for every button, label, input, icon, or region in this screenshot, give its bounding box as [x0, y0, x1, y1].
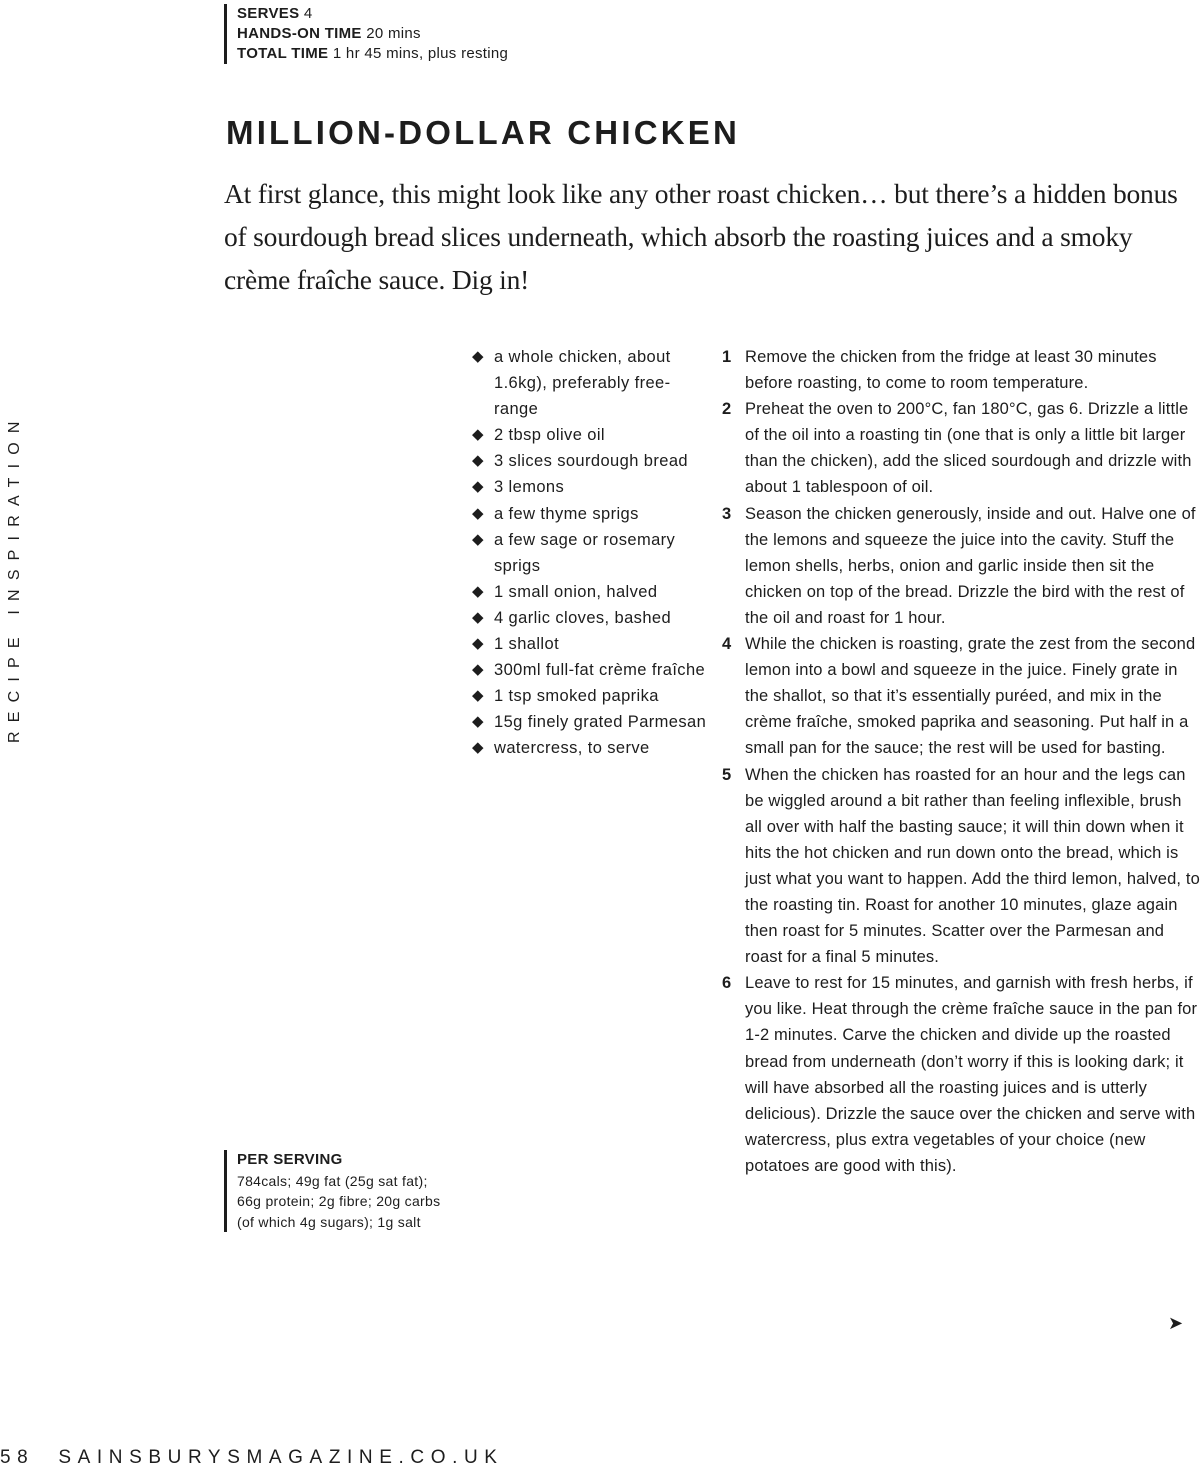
nutrition-line: 784cals; 49g fat (25g sat fat); — [237, 1172, 428, 1189]
diamond-bullet-icon: ◆ — [472, 582, 484, 600]
ingredient-item — [472, 631, 712, 657]
ingredient-text: 2 tbsp olive oil — [494, 426, 605, 445]
ingredient-item — [472, 579, 712, 605]
section-side-label: RECIPE INSPIRATION — [6, 412, 23, 744]
step-number: 1 — [722, 348, 732, 366]
ingredient-item — [472, 527, 712, 579]
ingredients-list — [472, 344, 712, 762]
ingredient-item — [472, 657, 712, 683]
diamond-bullet-icon: ◆ — [472, 478, 484, 496]
ingredient-text: watercress, to serve — [494, 739, 650, 758]
method-steps — [722, 344, 1200, 1179]
method-step — [722, 631, 1200, 761]
ingredient-text: 15g finely grated Parmesan — [494, 713, 707, 732]
method-step — [722, 396, 1200, 500]
diamond-bullet-icon: ◆ — [472, 608, 484, 626]
nutrition-panel — [224, 1150, 440, 1232]
total-time-row — [237, 44, 508, 64]
ingredient-text: 3 lemons — [494, 478, 565, 497]
ingredient-item — [472, 448, 712, 474]
diamond-bullet-icon: ◆ — [472, 713, 484, 731]
diamond-bullet-icon: ◆ — [472, 452, 484, 470]
diamond-bullet-icon: ◆ — [472, 504, 484, 522]
step-text: Season the chicken generously, inside and out. Halve one of the lemons and squeeze the juice into the cavity. Stuff the lemon shells, herbs, onion and garlic inside then sit the chicken on top of the bread. Drizzle the bird with the rest of the oil and roast for 1 hour. — [745, 504, 1196, 627]
diamond-bullet-icon: ◆ — [472, 426, 484, 444]
diamond-bullet-icon: ◆ — [472, 635, 484, 653]
ingredient-item — [472, 344, 712, 422]
page-footer — [0, 1447, 600, 1469]
total-time-label: TOTAL TIME — [237, 45, 329, 62]
continue-arrow-icon: ➤ — [1168, 1313, 1184, 1333]
step-number: 3 — [722, 504, 732, 523]
ingredient-item — [472, 501, 712, 527]
nutrition-line: (of which 4g sugars); 1g salt — [237, 1213, 421, 1230]
step-number: 4 — [722, 635, 732, 654]
diamond-bullet-icon: ◆ — [472, 739, 484, 757]
ingredient-text: 3 slices sourdough bread — [494, 452, 688, 471]
handson-value: 20 mins — [366, 25, 421, 42]
total-time-value: 1 hr 45 mins, plus resting — [332, 45, 509, 62]
page-number: 58 — [0, 1447, 35, 1468]
step-number: 6 — [722, 974, 732, 993]
step-text: Preheat the oven to 200°C, fan 180°C, gas 6. Drizzle a little of the oil into a roasting tin (one that is only a little bit larger than the chicken), add the sliced sourdough and drizzle with about 1 tablespoon of oil. — [745, 400, 1192, 497]
handson-label: HANDS-ON TIME — [237, 25, 362, 42]
ingredient-text: 1 small onion, halved — [494, 582, 658, 601]
diamond-bullet-icon: ◆ — [472, 530, 484, 548]
ingredient-item — [472, 683, 712, 709]
recipe-meta — [224, 4, 508, 64]
ingredient-text: 4 garlic cloves, bashed — [494, 608, 672, 627]
serves-row — [237, 4, 508, 24]
ingredient-item — [472, 605, 712, 631]
handson-row — [237, 24, 508, 44]
ingredient-item — [472, 709, 712, 735]
diamond-bullet-icon: ◆ — [472, 661, 484, 679]
method-step — [722, 344, 1200, 396]
diamond-bullet-icon: ◆ — [472, 687, 484, 705]
step-text: Remove the chicken from the fridge at least 30 minutes before roasting, to come to room temperature. — [745, 348, 1157, 393]
ingredient-item — [472, 735, 712, 761]
nutrition-heading: PER SERVING — [237, 1151, 343, 1168]
step-number: 2 — [722, 400, 732, 419]
method-step — [722, 762, 1200, 971]
recipe-intro: At first glance, this might look like any other roast chicken… but there’s a hidden bonus of sourdough bread slices underneath, which absorb the roasting juices and a smoky crème fraîche sauce. Dig in! — [224, 178, 1178, 295]
method-step — [722, 501, 1200, 631]
step-number: 5 — [722, 765, 732, 784]
diamond-bullet-icon: ◆ — [472, 348, 484, 365]
step-text: Leave to rest for 15 minutes, and garnish with fresh herbs, if you like. Heat through the crème fraîche sauce in the pan for 1-2 minutes. Carve the chicken and divide up the roasted bread from underneath (don’t worry if this is looking dark; it will have absorbed all the roasting juices and is utterly delicious). Drizzle the sauce over the chicken and serve with watercress, plus extra vegetables of your choice (new potatoes are good with this). — [745, 974, 1198, 1175]
nutrition-line: 66g protein; 2g fibre; 20g carbs — [237, 1193, 441, 1209]
ingredient-item — [472, 422, 712, 448]
ingredient-text: 300ml full-fat crème fraîche — [494, 661, 706, 680]
step-text: When the chicken has roasted for an hour and the legs can be wiggled around a bit rather than feeling inflexible, brush all over with half the basting sauce; it will thin down when it hits the hot chicken and run down onto the bread, which is just what you want to happen. Add the third lemon, halved, to the roasting tin. Roast for another 10 minutes, glaze again then roast for 5 minutes. Scatter over the Parmesan and roast for a final 5 minutes. — [745, 765, 1200, 967]
ingredient-text: a few sage or rosemary sprigs — [494, 530, 676, 575]
ingredient-text: 1 shallot — [494, 635, 560, 654]
serves-value: 4 — [303, 5, 313, 22]
magazine-site: SAINSBURYSMAGAZINE.CO.UK — [58, 1447, 504, 1468]
ingredient-item — [472, 474, 712, 500]
serves-label: SERVES — [237, 5, 300, 22]
recipe-title: MILLION-DOLLAR CHICKEN — [226, 114, 741, 151]
method-step — [722, 970, 1200, 1179]
step-text: While the chicken is roasting, grate the zest from the second lemon into a bowl and squeeze in the juice. Finely grate in the shallot, so that it’s essentially puréed, and mix in the crème fraîche, smoked paprika and seasoning. Put half in a small pan for the sauce; the rest will be used for basting. — [745, 635, 1196, 758]
ingredient-text: a few thyme sprigs — [494, 504, 639, 523]
ingredient-text: 1 tsp smoked paprika — [494, 687, 659, 706]
ingredient-text: a whole chicken, about 1.6kg), preferably free-range — [494, 348, 671, 419]
